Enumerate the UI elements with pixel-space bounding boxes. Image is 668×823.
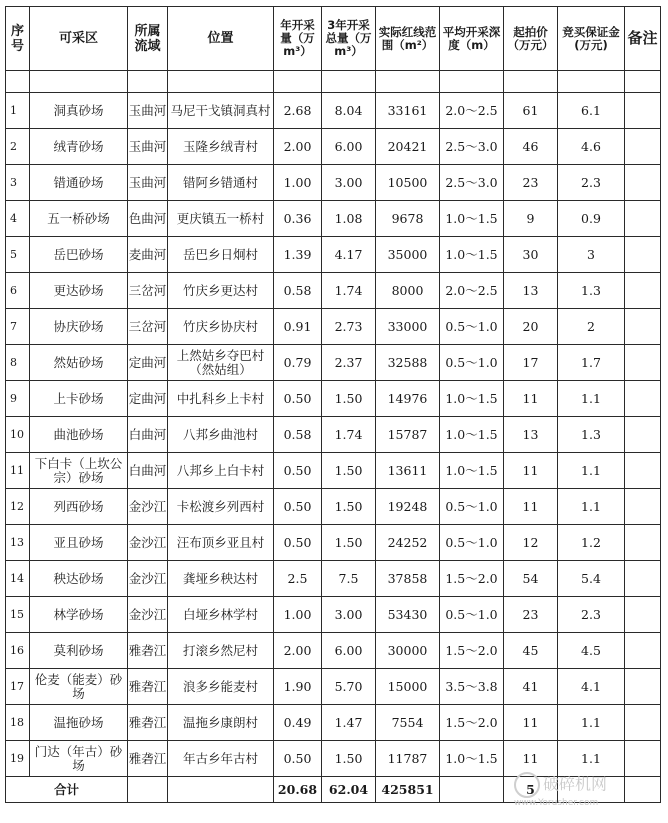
row-area: 洞真砂场 <box>30 93 128 129</box>
row-area: 协庆砂场 <box>30 309 128 345</box>
table-row <box>6 309 661 345</box>
row-remark <box>625 561 661 597</box>
row-remark <box>625 273 661 309</box>
row-area: 亚且砂场 <box>30 525 128 561</box>
header-area: 可采区 <box>30 7 128 71</box>
header-deposit: 竞买保证金(万元) <box>558 7 625 71</box>
row-red-line: 53430 <box>376 597 440 633</box>
row-remark <box>625 669 661 705</box>
row-red-line: 15787 <box>376 417 440 453</box>
row-location: 卡松渡乡列西村 <box>168 489 274 525</box>
row-area: 下白卡（上坎公宗）砂场 <box>30 453 128 489</box>
row-area: 秧达砂场 <box>30 561 128 597</box>
row-basin: 玉曲河 <box>128 129 168 165</box>
row-depth: 1.5～2.0 <box>440 705 504 741</box>
row-no: 3 <box>6 165 30 201</box>
row-location: 八邦乡曲池村 <box>168 417 274 453</box>
row-depth: 1.5～2.0 <box>440 561 504 597</box>
row-location: 八邦乡上白卡村 <box>168 453 274 489</box>
header-location: 位置 <box>168 7 274 71</box>
row-basin: 雅砻江 <box>128 741 168 777</box>
table-row <box>6 597 661 633</box>
row-annual: 1.00 <box>274 165 322 201</box>
row-deposit: 5.4 <box>558 561 625 597</box>
row-annual: 2.68 <box>274 93 322 129</box>
row-three-year: 2.37 <box>322 345 376 381</box>
row-location: 岳巴乡日炯村 <box>168 237 274 273</box>
row-red-line: 9678 <box>376 201 440 237</box>
row-start-price: 11 <box>504 381 558 417</box>
row-start-price: 23 <box>504 597 558 633</box>
header-no: 序号 <box>6 7 30 71</box>
row-no: 6 <box>6 273 30 309</box>
table-row <box>6 273 661 309</box>
row-start-price: 9 <box>504 201 558 237</box>
row-area: 伦麦（能麦）砂场 <box>30 669 128 705</box>
row-depth: 0.5～1.0 <box>440 597 504 633</box>
row-annual: 0.50 <box>274 525 322 561</box>
table-row <box>6 669 661 705</box>
row-remark <box>625 705 661 741</box>
header-annual: 年开采量（万m³） <box>274 7 322 71</box>
total-start-price: 5 <box>504 777 558 803</box>
table-row <box>6 381 661 417</box>
row-area: 错通砂场 <box>30 165 128 201</box>
row-red-line: 14976 <box>376 381 440 417</box>
row-start-price: 61 <box>504 93 558 129</box>
row-location: 中扎科乡上卡村 <box>168 381 274 417</box>
row-location: 上然姑乡夺巴村（然姑组） <box>168 345 274 381</box>
total-deposit <box>558 777 625 803</box>
row-basin: 三岔河 <box>128 309 168 345</box>
table-row <box>6 741 661 777</box>
row-area: 莫利砂场 <box>30 633 128 669</box>
total-label: 合计 <box>6 777 128 803</box>
row-red-line: 37858 <box>376 561 440 597</box>
row-deposit: 1.1 <box>558 453 625 489</box>
header-basin: 所属流域 <box>128 7 168 71</box>
row-deposit: 1.3 <box>558 273 625 309</box>
row-annual: 0.58 <box>274 273 322 309</box>
row-red-line: 20421 <box>376 129 440 165</box>
row-start-price: 11 <box>504 741 558 777</box>
row-start-price: 20 <box>504 309 558 345</box>
row-three-year: 2.73 <box>322 309 376 345</box>
row-area: 林学砂场 <box>30 597 128 633</box>
row-depth: 1.0～1.5 <box>440 453 504 489</box>
row-start-price: 11 <box>504 489 558 525</box>
row-three-year: 1.74 <box>322 273 376 309</box>
row-deposit: 4.6 <box>558 129 625 165</box>
table-row <box>6 489 661 525</box>
row-remark <box>625 597 661 633</box>
row-start-price: 46 <box>504 129 558 165</box>
row-three-year: 1.50 <box>322 453 376 489</box>
row-red-line: 33161 <box>376 93 440 129</box>
row-start-price: 17 <box>504 345 558 381</box>
row-area: 门达（年古）砂场 <box>30 741 128 777</box>
row-area: 更达砂场 <box>30 273 128 309</box>
row-depth: 2.5～3.0 <box>440 129 504 165</box>
row-no: 14 <box>6 561 30 597</box>
row-annual: 0.58 <box>274 417 322 453</box>
row-deposit: 1.7 <box>558 345 625 381</box>
row-location: 马尼干戈镇洞真村 <box>168 93 274 129</box>
row-red-line: 33000 <box>376 309 440 345</box>
row-depth: 1.0～1.5 <box>440 381 504 417</box>
row-depth: 2.0～2.5 <box>440 273 504 309</box>
row-start-price: 30 <box>504 237 558 273</box>
row-no: 13 <box>6 525 30 561</box>
row-deposit: 1.1 <box>558 705 625 741</box>
row-no: 1 <box>6 93 30 129</box>
row-depth: 0.5～1.0 <box>440 309 504 345</box>
row-three-year: 6.00 <box>322 129 376 165</box>
row-remark <box>625 345 661 381</box>
row-area: 温拖砂场 <box>30 705 128 741</box>
total-red-line: 425851 <box>376 777 440 803</box>
row-no: 8 <box>6 345 30 381</box>
watermark-text: 破碎机网 <box>543 774 608 794</box>
row-no: 19 <box>6 741 30 777</box>
row-three-year: 3.00 <box>322 597 376 633</box>
row-location: 玉隆乡绒青村 <box>168 129 274 165</box>
row-three-year: 7.5 <box>322 561 376 597</box>
row-location: 温拖乡康朗村 <box>168 705 274 741</box>
row-annual: 1.39 <box>274 237 322 273</box>
row-location: 年古乡年古村 <box>168 741 274 777</box>
row-basin: 金沙江 <box>128 597 168 633</box>
row-depth: 2.5～3.0 <box>440 165 504 201</box>
row-basin: 玉曲河 <box>128 93 168 129</box>
row-no: 4 <box>6 201 30 237</box>
row-remark <box>625 453 661 489</box>
header-depth: 平均开采深度（m） <box>440 7 504 71</box>
row-annual: 0.50 <box>274 741 322 777</box>
row-remark <box>625 741 661 777</box>
row-basin: 雅砻江 <box>128 633 168 669</box>
row-annual: 0.79 <box>274 345 322 381</box>
row-basin: 雅砻江 <box>128 669 168 705</box>
header-row <box>6 7 661 71</box>
table-row <box>6 417 661 453</box>
row-location: 龚垭乡秧达村 <box>168 561 274 597</box>
row-three-year: 8.04 <box>322 93 376 129</box>
row-no: 7 <box>6 309 30 345</box>
row-three-year: 1.47 <box>322 705 376 741</box>
row-depth: 2.0～2.5 <box>440 93 504 129</box>
row-basin: 白曲河 <box>128 453 168 489</box>
table-row <box>6 525 661 561</box>
row-remark <box>625 417 661 453</box>
table-row <box>6 345 661 381</box>
table-row <box>6 705 661 741</box>
row-no: 18 <box>6 705 30 741</box>
header-start-price: 起拍价（万元） <box>504 7 558 71</box>
row-deposit: 3 <box>558 237 625 273</box>
row-start-price: 13 <box>504 417 558 453</box>
row-depth: 1.0～1.5 <box>440 201 504 237</box>
row-depth: 0.5～1.0 <box>440 345 504 381</box>
row-red-line: 30000 <box>376 633 440 669</box>
row-start-price: 12 <box>504 525 558 561</box>
row-depth: 0.5～1.0 <box>440 489 504 525</box>
row-three-year: 1.74 <box>322 417 376 453</box>
row-no: 16 <box>6 633 30 669</box>
row-location: 打滚乡然尼村 <box>168 633 274 669</box>
row-basin: 定曲河 <box>128 345 168 381</box>
row-deposit: 2.3 <box>558 165 625 201</box>
table-row <box>6 633 661 669</box>
row-remark <box>625 633 661 669</box>
row-three-year: 5.70 <box>322 669 376 705</box>
row-remark <box>625 93 661 129</box>
row-annual: 1.90 <box>274 669 322 705</box>
row-location: 浪多乡能麦村 <box>168 669 274 705</box>
row-location: 竹庆乡更达村 <box>168 273 274 309</box>
row-annual: 0.91 <box>274 309 322 345</box>
row-deposit: 1.1 <box>558 741 625 777</box>
table-row <box>6 129 661 165</box>
row-area: 五一桥砂场 <box>30 201 128 237</box>
row-no: 15 <box>6 597 30 633</box>
row-remark <box>625 201 661 237</box>
row-depth: 1.0～1.5 <box>440 417 504 453</box>
row-area: 曲池砂场 <box>30 417 128 453</box>
row-location: 更庆镇五一桥村 <box>168 201 274 237</box>
table-row <box>6 93 661 129</box>
row-no: 12 <box>6 489 30 525</box>
row-red-line: 24252 <box>376 525 440 561</box>
row-basin: 三岔河 <box>128 273 168 309</box>
row-location: 汪布顶乡亚且村 <box>168 525 274 561</box>
row-depth: 1.0～1.5 <box>440 237 504 273</box>
row-basin: 玉曲河 <box>128 165 168 201</box>
row-three-year: 6.00 <box>322 633 376 669</box>
row-deposit: 1.1 <box>558 381 625 417</box>
header-three-year: 3年开采总量（万m³） <box>322 7 376 71</box>
row-start-price: 54 <box>504 561 558 597</box>
row-red-line: 32588 <box>376 345 440 381</box>
row-area: 绒青砂场 <box>30 129 128 165</box>
row-remark <box>625 489 661 525</box>
row-red-line: 19248 <box>376 489 440 525</box>
row-three-year: 4.17 <box>322 237 376 273</box>
row-deposit: 2.3 <box>558 597 625 633</box>
row-deposit: 4.1 <box>558 669 625 705</box>
row-basin: 麦曲河 <box>128 237 168 273</box>
row-annual: 0.50 <box>274 381 322 417</box>
row-red-line: 8000 <box>376 273 440 309</box>
row-annual: 2.00 <box>274 129 322 165</box>
table-row <box>6 165 661 201</box>
total-three-year: 62.04 <box>322 777 376 803</box>
header-red-line: 实际红线范围（m²） <box>376 7 440 71</box>
table-row <box>6 237 661 273</box>
row-annual: 2.5 <box>274 561 322 597</box>
row-start-price: 13 <box>504 273 558 309</box>
row-basin: 雅砻江 <box>128 705 168 741</box>
row-remark <box>625 129 661 165</box>
row-red-line: 10500 <box>376 165 440 201</box>
row-basin: 金沙江 <box>128 489 168 525</box>
row-area: 然姑砂场 <box>30 345 128 381</box>
watermark-url: www.Yorusher.com <box>514 798 599 808</box>
row-start-price: 23 <box>504 165 558 201</box>
blank-row <box>6 71 661 93</box>
table-row <box>6 561 661 597</box>
row-three-year: 1.50 <box>322 741 376 777</box>
row-three-year: 1.50 <box>322 525 376 561</box>
row-area: 上卡砂场 <box>30 381 128 417</box>
row-annual: 1.00 <box>274 597 322 633</box>
row-basin: 定曲河 <box>128 381 168 417</box>
row-three-year: 1.50 <box>322 489 376 525</box>
row-start-price: 11 <box>504 705 558 741</box>
row-basin: 白曲河 <box>128 417 168 453</box>
row-no: 10 <box>6 417 30 453</box>
row-red-line: 35000 <box>376 237 440 273</box>
row-deposit: 4.5 <box>558 633 625 669</box>
row-location: 竹庆乡协庆村 <box>168 309 274 345</box>
row-remark <box>625 309 661 345</box>
row-start-price: 11 <box>504 453 558 489</box>
table-row <box>6 453 661 489</box>
row-basin: 金沙江 <box>128 525 168 561</box>
row-depth: 1.5～2.0 <box>440 633 504 669</box>
row-deposit: 0.9 <box>558 201 625 237</box>
table-row <box>6 201 661 237</box>
row-annual: 2.00 <box>274 633 322 669</box>
row-start-price: 41 <box>504 669 558 705</box>
row-red-line: 15000 <box>376 669 440 705</box>
row-deposit: 1.2 <box>558 525 625 561</box>
row-basin: 色曲河 <box>128 201 168 237</box>
header-remark: 备注 <box>625 7 661 71</box>
row-no: 11 <box>6 453 30 489</box>
row-deposit: 1.1 <box>558 489 625 525</box>
row-start-price: 45 <box>504 633 558 669</box>
row-remark <box>625 525 661 561</box>
row-deposit: 1.3 <box>558 417 625 453</box>
row-annual: 0.50 <box>274 453 322 489</box>
row-three-year: 1.08 <box>322 201 376 237</box>
row-annual: 0.50 <box>274 489 322 525</box>
total-row <box>6 777 661 803</box>
row-three-year: 3.00 <box>322 165 376 201</box>
row-red-line: 7554 <box>376 705 440 741</box>
row-depth: 0.5～1.0 <box>440 525 504 561</box>
row-no: 5 <box>6 237 30 273</box>
row-remark <box>625 165 661 201</box>
row-location: 错阿乡错通村 <box>168 165 274 201</box>
row-remark <box>625 381 661 417</box>
row-depth: 1.0～1.5 <box>440 741 504 777</box>
row-red-line: 11787 <box>376 741 440 777</box>
row-annual: 0.49 <box>274 705 322 741</box>
row-red-line: 13611 <box>376 453 440 489</box>
row-three-year: 1.50 <box>322 381 376 417</box>
row-annual: 0.36 <box>274 201 322 237</box>
row-no: 17 <box>6 669 30 705</box>
row-area: 岳巴砂场 <box>30 237 128 273</box>
row-deposit: 2 <box>558 309 625 345</box>
row-no: 9 <box>6 381 30 417</box>
row-deposit: 6.1 <box>558 93 625 129</box>
row-location: 白垭乡林学村 <box>168 597 274 633</box>
row-no: 2 <box>6 129 30 165</box>
row-remark <box>625 237 661 273</box>
total-annual: 20.68 <box>274 777 322 803</box>
row-area: 列西砂场 <box>30 489 128 525</box>
row-depth: 3.5～3.8 <box>440 669 504 705</box>
row-basin: 金沙江 <box>128 561 168 597</box>
sand-field-table <box>5 6 661 803</box>
